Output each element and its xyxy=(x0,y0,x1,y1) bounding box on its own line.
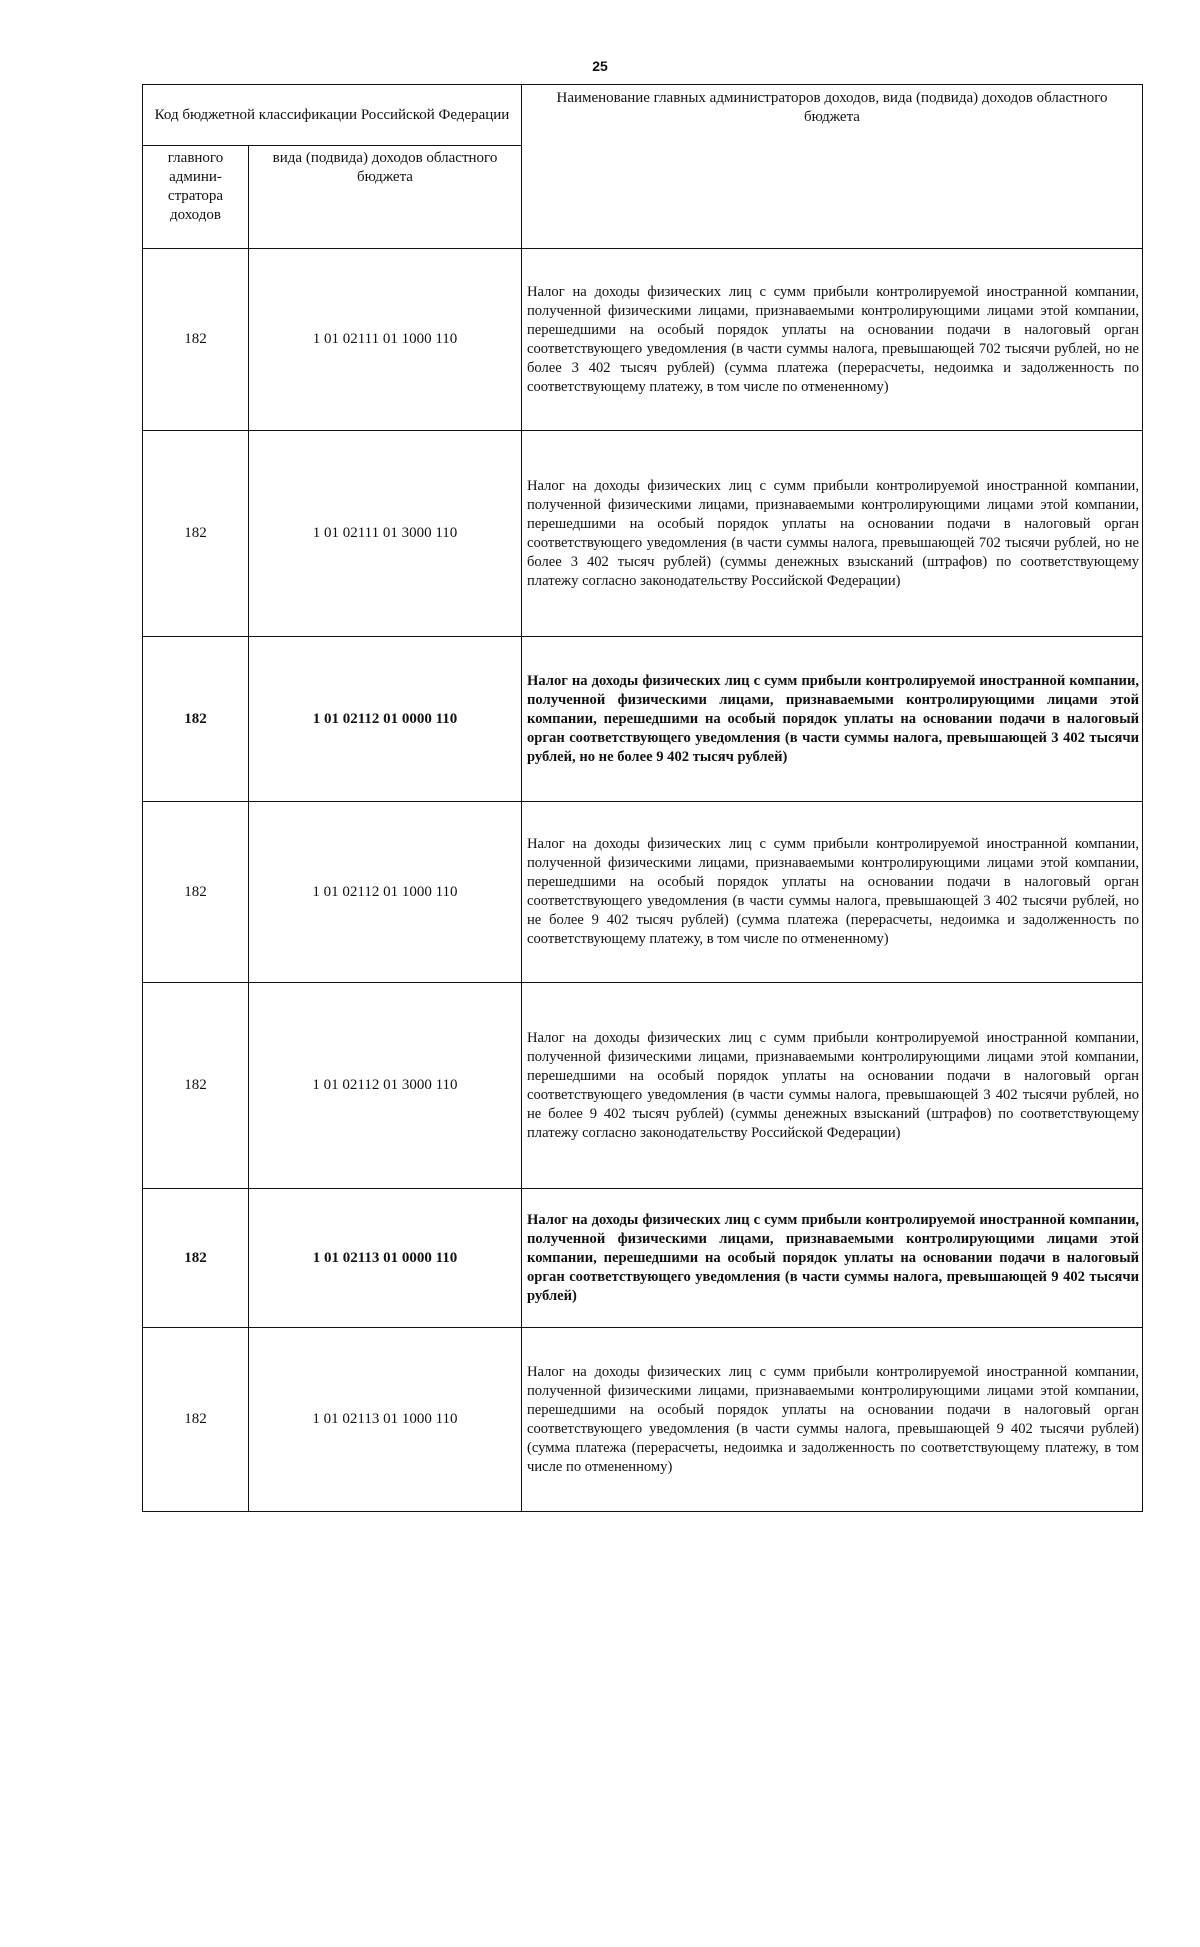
table-row xyxy=(143,983,1143,1189)
income-code-cell: 1 01 02113 01 0000 110 xyxy=(249,1189,522,1328)
income-code-cell: 1 01 02112 01 3000 110 xyxy=(249,983,522,1189)
admin-code-cell: 182 xyxy=(143,1328,249,1512)
description-cell: Налог на доходы физических лиц с сумм прибыли контролируемой иностранной компании, полученной физическими лицами, признаваемыми контролирующими лицами этой компании, перешедшими на особый порядок уплаты на основании подачи в налоговый орган соответствующего уведомления (в части суммы налога, превышающей 3 402 тысячи рублей, но не более 9 402 тысяч рублей) xyxy=(522,637,1143,802)
header-name: Наименование главных администраторов доходов, вида (подвида) доходов областного бюджета xyxy=(522,85,1143,249)
description-cell: Налог на доходы физических лиц с сумм прибыли контролируемой иностранной компании, полученной физическими лицами, признаваемыми контролирующими лицами этой компании, перешедшими на особый порядок уплаты на основании подачи в налоговый орган соответствующего уведомления (в части суммы налога, превышающей 9 402 тысячи рублей) (сумма платежа (перерасчеты, недоимка и задолженность по соответствующему платежу, в том числе по отмененному) xyxy=(522,1328,1143,1512)
table-row xyxy=(143,431,1143,637)
description-cell: Налог на доходы физических лиц с сумм прибыли контролируемой иностранной компании, полученной физическими лицами, признаваемыми контролирующими лицами этой компании, перешедшими на особый порядок уплаты на основании подачи в налоговый орган соответствующего уведомления (в части суммы налога, превышающей 3 402 тысячи рублей, но не более 9 402 тысяч рублей) (суммы денежных взысканий (штрафов) по соответствующему платежу согласно законодательству Российской Федерации) xyxy=(522,983,1143,1189)
description-cell: Налог на доходы физических лиц с сумм прибыли контролируемой иностранной компании, полученной физическими лицами, признаваемыми контролирующими лицами этой компании, перешедшими на особый порядок уплаты на основании подачи в налоговый орган соответствующего уведомления (в части суммы налога, превышающей 9 402 тысячи рублей) xyxy=(522,1189,1143,1328)
table-row xyxy=(143,802,1143,983)
description-cell: Налог на доходы физических лиц с сумм прибыли контролируемой иностранной компании, полученной физическими лицами, признаваемыми контролирующими лицами этой компании, перешедшими на особый порядок уплаты на основании подачи в налоговый орган соответствующего уведомления (в части суммы налога, превышающей 3 402 тысячи рублей, но не более 9 402 тысяч рублей) (сумма платежа (перерасчеты, недоимка и задолженность по соответствующему платежу, в том числе по отмененному) xyxy=(522,802,1143,983)
table-header-row xyxy=(143,85,1143,146)
budget-classification-table xyxy=(142,84,1143,1512)
admin-code-cell: 182 xyxy=(143,637,249,802)
admin-code-cell: 182 xyxy=(143,431,249,637)
table-row xyxy=(143,637,1143,802)
income-code-cell: 1 01 02112 01 1000 110 xyxy=(249,802,522,983)
table-row xyxy=(143,249,1143,431)
header-kbk: Код бюджетной классификации Российской Федерации xyxy=(143,85,522,146)
description-cell: Налог на доходы физических лиц с сумм прибыли контролируемой иностранной компании, полученной физическими лицами, признаваемыми контролирующими лицами этой компании, перешедшими на особый порядок уплаты на основании подачи в налоговый орган соответствующего уведомления (в части суммы налога, превышающей 702 тысячи рублей, но не более 3 402 тысяч рублей) (суммы денежных взысканий (штрафов) по соответствующему платежу согласно законодательству Российской Федерации) xyxy=(522,431,1143,637)
table-row xyxy=(143,1328,1143,1512)
admin-code-cell: 182 xyxy=(143,1189,249,1328)
income-code-cell: 1 01 02111 01 3000 110 xyxy=(249,431,522,637)
header-code: вида (подвида) доходов областного бюджета xyxy=(249,146,522,249)
income-code-cell: 1 01 02111 01 1000 110 xyxy=(249,249,522,431)
admin-code-cell: 182 xyxy=(143,983,249,1189)
header-admin: главного админи-стратора доходов xyxy=(143,146,249,249)
admin-code-cell: 182 xyxy=(143,249,249,431)
table-row xyxy=(143,1189,1143,1328)
income-code-cell: 1 01 02112 01 0000 110 xyxy=(249,637,522,802)
income-code-cell: 1 01 02113 01 1000 110 xyxy=(249,1328,522,1512)
description-cell: Налог на доходы физических лиц с сумм прибыли контролируемой иностранной компании, полученной физическими лицами, признаваемыми контролирующими лицами этой компании, перешедшими на особый порядок уплаты на основании подачи в налоговый орган соответствующего уведомления (в части суммы налога, превышающей 702 тысячи рублей, но не более 3 402 тысяч рублей) (сумма платежа (перерасчеты, недоимка и задолженность по соответствующему платежу, в том числе по отмененному) xyxy=(522,249,1143,431)
page-number: 25 xyxy=(592,58,608,74)
admin-code-cell: 182 xyxy=(143,802,249,983)
